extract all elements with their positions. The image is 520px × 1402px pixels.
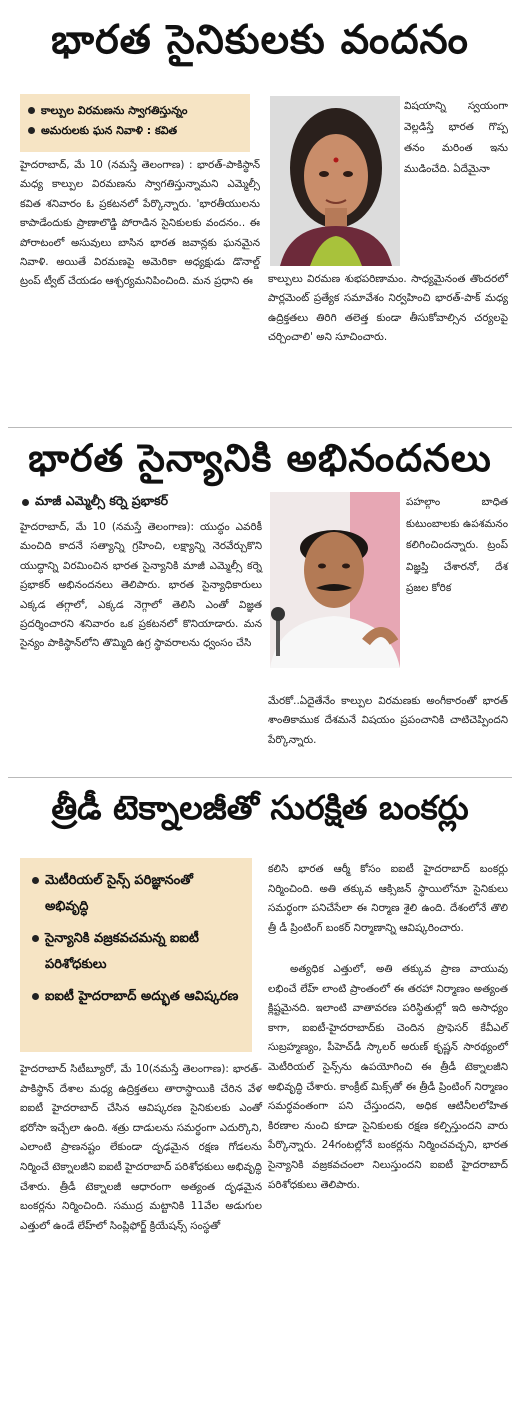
highlight-item: అమరులకు ఘన నివాళి : కవిత (28, 121, 242, 141)
headline-1: భారత సైనికులకు వందనం (51, 17, 469, 63)
highlight-box-1 (20, 94, 250, 152)
article-1-left-text: హైదరాబాద్, మే 10 (నమస్తే తెలంగాణ) : భారత్-పాకిస్థాన్ మధ్య కాల్పుల విరమణను స్వాగతిస్తున్నామని ఎమ్మెల్సీ కవిత శనివారం ఓ ప్రకటనలో పేర్కొన్నారు. 'భారతీయులను కాపాడేందుకు ప్రాణాలొడ్డి పోరాడిన సైనికులకు వందనం.. ఈ పోరాటంలో అసువులు బాసిన భారత జవాన్లకు ఘనమైన నివాళి. అయితే విరమణపై అమెరికా అధ్యక్షుడు డొనాల్డ్ ట్రంప్ ట్వీట్ చేయడం ఆశ్చర్యమనిపించింది. మన ప్రధాని ఈ (20, 159, 260, 288)
article-2-bullet: మాజీ ఎమ్మెల్సీ కర్నె ప్రభాకర్ (22, 492, 168, 512)
article-2-right-text: మేరకో..ఏదైతేనేం కాల్పుల విరమణకు అంగీకారంతో భారత్ శాంతికాముక దేశమనే విషయం ప్రపంచానికి చాటిచెప్పిందని పేర్కొన్నారు. (268, 695, 508, 746)
article-2-side-text: పహల్గాం బాధిత కుటుంబాలకు ఉపశమనం కలిగించిందన్నారు. ట్రంప్ విజ్ఞప్తి చేశారనో, దేశ ప్రజల కోరిక (406, 496, 508, 594)
bullet-dot-icon (32, 935, 39, 942)
headline-3: త్రీడీ టెక్నాలజీతో సురక్షిత బంకర్లు (51, 788, 469, 827)
article-2-left-text: హైదరాబాద్, మే 10 (నమస్తే తెలంగాణ): యుద్ధం ఎవరికీ మంచిది కాదనే సత్యాన్ని గ్రహించి, లక్ష్యాన్ని నెరవేర్చుకొని యుద్ధాన్ని విరమించిన భారత సైన్యానికి మాజీ ఎమ్మెల్సీ కర్నె ప్రభాకర్ అభినందనలు తెలిపారు. భారత సైన్యాధికారులు ఎక్కడ తగ్గాలో, ఎక్కడ నెగ్గాలో తెలిసి ఎంతో విజ్ఞత ప్రదర్శించారని శనివారం ఒక ప్రకటనలో కొనియాడారు. మన సైన్యం పాకిస్థాన్‌లోని తొమ్మిది ఉగ్ర స్థావరాలను ధ్వంసం చేసి (20, 521, 262, 650)
kavitha-photo (270, 96, 400, 266)
bullet-dot-icon (28, 127, 35, 134)
highlight-item: కాల్పుల విరమణను స్వాగతిస్తున్నం (28, 101, 242, 121)
article-3-right-text-1: కలిసి భారత ఆర్మీ కోసం ఐఐటీ హైదరాబాద్ బంకర్లు నిర్మించింది. అతి తక్కువ ఆక్సిజన్ స్థాయిలోనూ సైనికులు సమర్థంగా పనిచేసేలా ఈ నిర్మాణ శైలి ఉంది. దేశంలోనే తొలి త్రీ డీ ప్రింటింగ్ బంకర్ నిర్మాణాన్ని ఆవిష్కరించారు. (268, 863, 508, 934)
article-3-right-text-2: అత్యధిక ఎత్తులో, అతి తక్కువ ప్రాణ వాయువు లభించే లేహ్ లాంటి ప్రాంతంలో ఈ తరహా నిర్మాణం అత్యంత క్లిష్టమైనది. ఇలాంటి వాతావరణ పరిస్థితుల్లో ఇది అసాధ్యం కాగా, ఐఐటీ-హైదరాబాద్‌కు చెందిన ప్రొఫెసర్ కేవీఎల్ సుబ్రహ్మణ్యం, పీహెచ్‌డీ స్కాలర్ అరుణ్ కృష్ణన్ సారథ్యంలో మెటీరియల్ సైన్స్‌ను ఉపయోగించి ఈ త్రీడీ టెక్నాలజీని అభివృద్ధి చేశారు. కాంక్రీట్ మిక్స్‌తో ఈ త్రీడీ ప్రింటింగ్ నిర్మాణం సమర్థవంతంగా పని చేస్తుందని, అధిక ఆటినీలలోహిత కిరణాల నుంచి కూడా సైనికులకు రక్షణ కల్పిస్తుందని వారు పేర్కొన్నారు. 24గంటల్లోనే బంకర్లను నిర్మించవచ్చని, భారత సైన్యానికి వజ్రకవచంలా నిలుస్తుందని ఐఐటీ హైదరాబాద్ పరిశోధకులు తెలిపారు. (268, 963, 508, 1191)
divider (8, 427, 512, 428)
portrait-man-icon (270, 492, 400, 668)
prabhakar-photo (270, 492, 400, 668)
article-3-left-text: హైదరాబాద్ సిటీబ్యూరో, మే 10(నమస్తే తెలంగాణ): భారత్-పాకిస్థాన్ దేశాల మధ్య ఉద్రిక్తతలు తారాస్థాయికి చేరిన వేళ ఐఐటీ హైదరాబాద్ చేసిన ఆవిష్కరణ సైనికులకు ఎంతో భరోసా ఇచ్చేలా ఉంది. శత్రు దాడులను సమర్థంగా ఎదుర్కొని, ఎలాంటి ప్రాణనష్టం లేకుండా దృఢమైన రక్షణ గోడలను నిర్మించే టెక్నాలజీని ఐఐటీ హైదరాబాద్ పరిశోధకులు అభివృద్ధి చేశారు. త్రీడీ టెక్నాలజీ ఆధారంగా అత్యంత దృఢమైన బంకర్లను నిర్మించింది. సముద్ర మట్టానికి 11వేల అడుగుల ఎత్తులో ఉండే లేహ్‌లో సింప్లిఫోర్జ్ క్రియేషన్స్ సంస్థతో (20, 1063, 262, 1232)
bullet-dot-icon (22, 499, 29, 506)
bullet-dot-icon (32, 993, 39, 1000)
highlight-item: మెటీరియల్ సైన్స్ పరిజ్ఞానంతో అభివృద్ధి (32, 868, 240, 920)
highlight-item: సైన్యానికి వజ్రకవచమన్న ఐఐటీ పరిశోధకులు (32, 926, 240, 978)
highlight-box-3 (20, 858, 252, 1052)
bullet-dot-icon (28, 107, 35, 114)
highlight-item: ఐఐటీ హైదరాబాద్ అద్భుత ఆవిష్కరణ (32, 984, 240, 1010)
bullet-dot-icon (32, 877, 39, 884)
divider (8, 777, 512, 778)
article-1-right-text: కాల్పులు విరమణ శుభపరిణామం. సాధ్యమైనంత తొందరలో పార్లమెంట్ ప్రత్యేక సమావేశం నిర్వహించి భారత్-పాక్ మధ్య ఉద్రిక్తతలు తిరిగి తలెత్త కుండా తీసుకోవాల్సిన చర్యలపై చర్చించాలి' అని సూచించారు. (268, 273, 508, 344)
portrait-woman-icon (270, 96, 400, 266)
article-1-side-text: విషయాన్ని స్వయంగా వెల్లడిస్తే భారత గొప్ప తనం మరింత ఇను ముడించేది. ఏదేమైనా (404, 100, 508, 175)
headline-2: భారత సైన్యానికి అభినందనలు (28, 436, 492, 480)
